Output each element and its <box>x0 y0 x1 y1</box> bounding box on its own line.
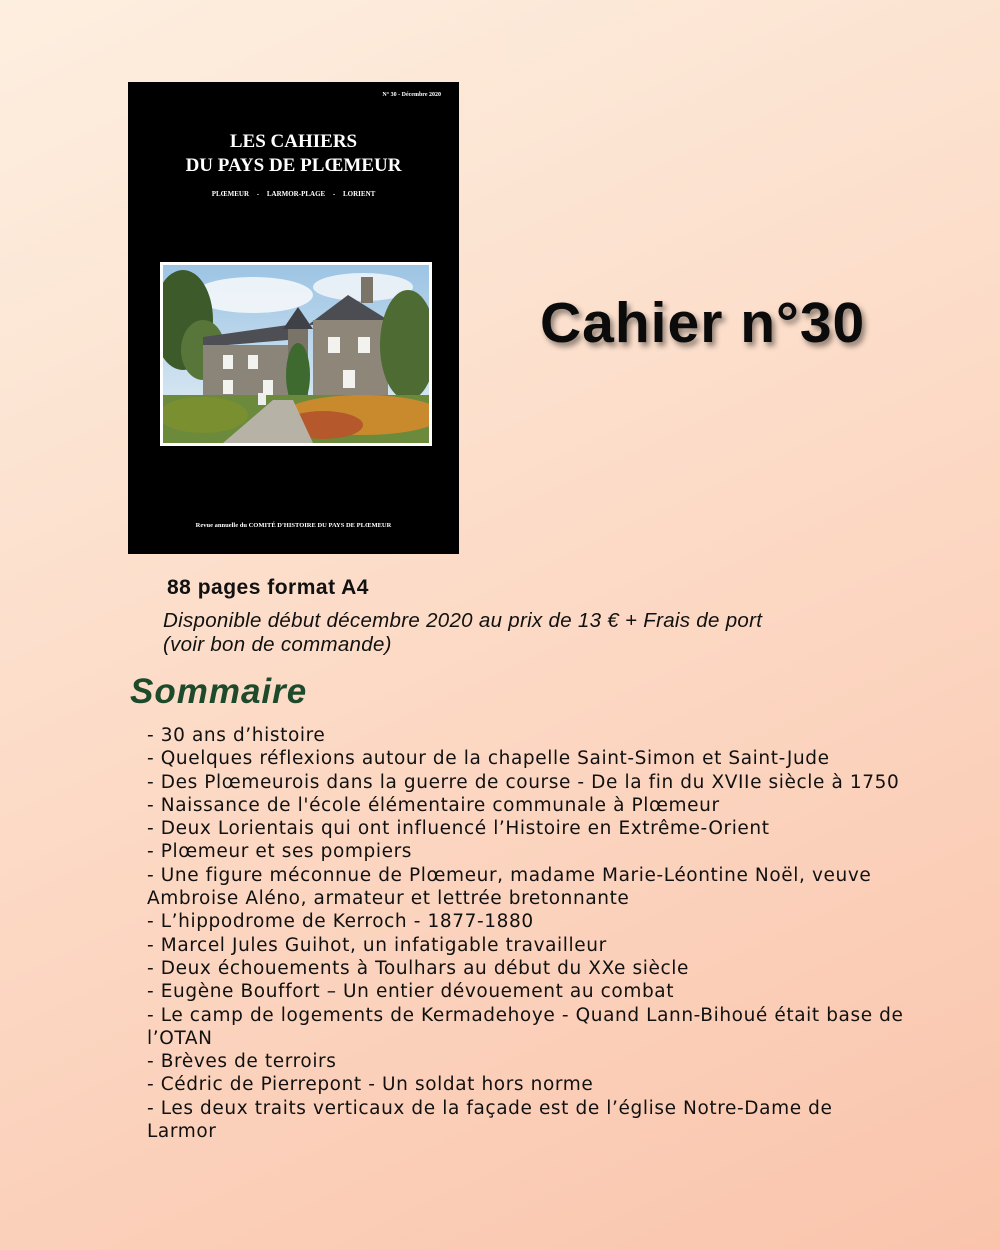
list-item: - Quelques réflexions autour de la chapelle Saint-Simon et Saint-Jude <box>147 748 830 770</box>
sommaire-list <box>147 724 907 1143</box>
page-count: 88 pages format A4 <box>167 576 369 599</box>
cover-title <box>128 130 459 178</box>
cover-title-line-2: DU PAYS DE PLŒMEUR <box>185 155 402 176</box>
list-item: - Plœmeur et ses pompiers <box>147 841 413 863</box>
list-item: - Une figure méconnue de Plœmeur, madame Marie-Léontine Noël, veuve Ambroise Aléno, armateur et lettrée bretonnante <box>147 864 872 910</box>
cover-issue-number: N° 30 - Décembre 2020 <box>382 92 441 98</box>
list-item: - Marcel Jules Guihot, un infatigable travailleur <box>147 934 607 956</box>
list-item: - Deux échouements à Toulhars au début du XXe siècle <box>147 957 689 979</box>
magazine-cover <box>128 82 459 554</box>
list-item: - 30 ans d’histoire <box>147 725 326 746</box>
list-item: - Deux Lorientais qui ont influencé l’Histoire en Extrême-Orient <box>147 818 770 840</box>
list-item: - Cédric de Pierrepont - Un soldat hors norme <box>147 1074 594 1096</box>
sommaire-title: Sommaire <box>130 672 308 711</box>
list-item: - Le camp de logements de Kermadehoye - Quand Lann-Bihoué était base de l’OTAN <box>147 1004 904 1049</box>
availability-text <box>163 609 923 657</box>
issue-heading: Cahier n°30 <box>540 291 866 355</box>
cover-publisher-line: Revue annuelle du COMITÉ D'HISTOIRE DU PAYS DE PLŒMEUR <box>195 522 392 529</box>
list-item: - Brèves de terroirs <box>147 1051 337 1073</box>
availability-line-1: Disponible début décembre 2020 au prix de 13 € + Frais de port <box>163 609 763 632</box>
list-item: - L’hippodrome de Kerroch - 1877-1880 <box>147 911 534 933</box>
list-item: - Des Plœmeurois dans la guerre de course - De la fin du XVIIe siècle à 1750 <box>147 771 900 793</box>
cover-places: PLŒMEUR - LARMOR-PLAGE - LORIENT <box>211 190 376 198</box>
list-item: - Naissance de l'école élémentaire communale à Plœmeur <box>147 794 720 816</box>
cover-photo-manor <box>160 262 432 446</box>
list-item: - Eugène Bouffort – Un entier dévouement au combat <box>147 981 675 1003</box>
availability-line-2: (voir bon de commande) <box>163 633 392 656</box>
list-item: - Les deux traits verticaux de la façade est de l’église Notre-Dame de Larmor <box>147 1097 833 1143</box>
cover-title-line-1: LES CAHIERS <box>229 131 358 152</box>
